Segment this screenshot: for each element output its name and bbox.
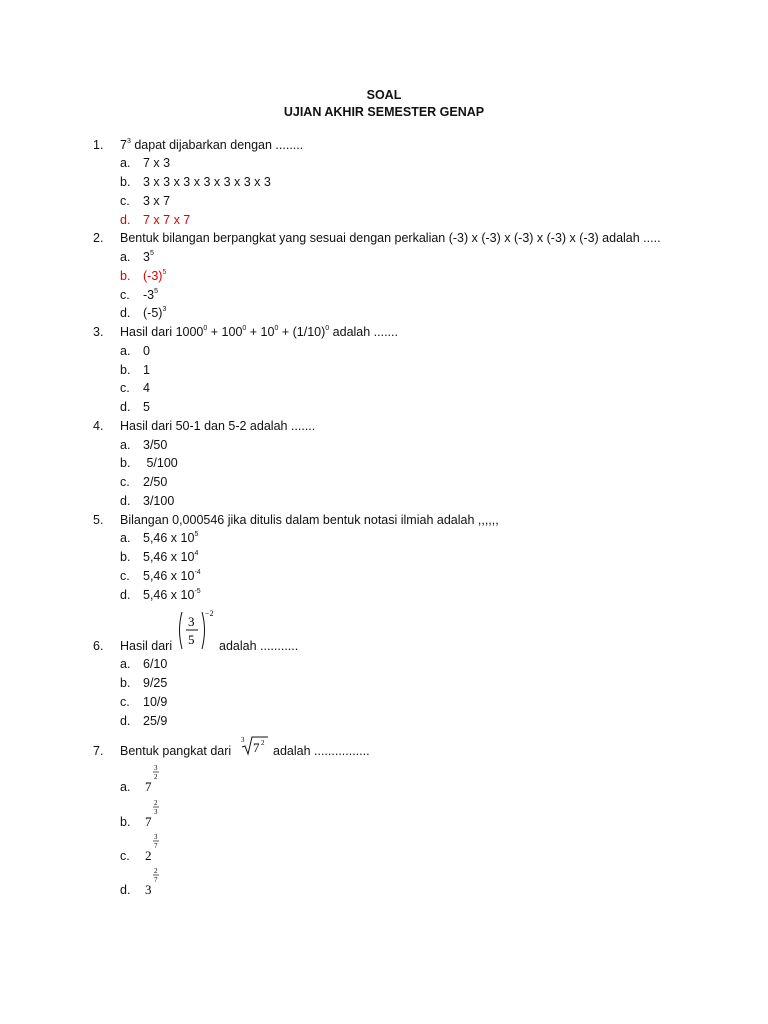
question-text: Bilangan 0,000546 jika ditulis dalam bentuk notasi ilmiah adalah ,,,,,, xyxy=(120,513,499,527)
fraction-exponent: −2 xyxy=(205,609,214,618)
option-a-formula xyxy=(144,762,166,794)
option-b-formula xyxy=(144,797,166,829)
question-number: 5. xyxy=(93,513,104,527)
question-text-suffix: adalah ................ xyxy=(273,744,370,758)
svg-text:2: 2 xyxy=(154,867,158,875)
question-number: 7. xyxy=(93,744,104,758)
svg-text:3: 3 xyxy=(154,808,158,816)
question-number: 2. xyxy=(93,231,104,245)
root-base: 7 xyxy=(253,740,260,755)
question-text: Bentuk pangkat dari xyxy=(120,744,232,758)
root-index: 3 xyxy=(241,736,245,744)
question-number: 3. xyxy=(93,325,104,339)
svg-text:7: 7 xyxy=(145,779,152,794)
svg-text:7: 7 xyxy=(154,842,158,850)
fraction-numerator: 3 xyxy=(188,614,195,629)
svg-text:3: 3 xyxy=(154,833,158,841)
svg-text:3: 3 xyxy=(145,882,152,897)
svg-text:3: 3 xyxy=(154,764,158,772)
question-number: 6. xyxy=(93,639,104,653)
question-text: Hasil dari xyxy=(120,639,173,653)
question-text: Hasil dari 50-1 dan 5-2 adalah ....... xyxy=(120,419,316,433)
svg-text:2: 2 xyxy=(154,799,158,807)
question-number: 1. xyxy=(93,138,104,152)
svg-text:2: 2 xyxy=(145,848,152,863)
doc-subtitle: UJIAN AKHIR SEMESTER GENAP xyxy=(283,105,485,119)
doc-title: SOAL xyxy=(366,88,402,102)
option-d-formula xyxy=(144,865,166,897)
question-text: Bentuk bilangan berpangkat yang sesuai dengan perkalian (-3) x (-3) x (-3) x (-3) x (-3) adalah ..... xyxy=(120,231,661,245)
fraction-denominator: 5 xyxy=(188,632,195,647)
svg-text:2: 2 xyxy=(154,773,158,781)
option-c-formula xyxy=(144,831,166,863)
svg-text:7: 7 xyxy=(154,876,158,884)
cube-root-formula xyxy=(240,734,270,758)
question-text: Hasil dari $1000^0 + 100^0 + 10^0 + (1/10)^0$ adalah ....... xyxy=(120,325,398,339)
question-text: $7^3$ dapat dijabarkan dengan ........ xyxy=(120,138,304,152)
svg-text:7: 7 xyxy=(145,814,152,829)
question-text-suffix: adalah ........... xyxy=(219,639,299,653)
root-exponent: 2 xyxy=(261,739,265,747)
question-number: 4. xyxy=(93,419,104,433)
fraction-power-formula xyxy=(176,606,216,654)
